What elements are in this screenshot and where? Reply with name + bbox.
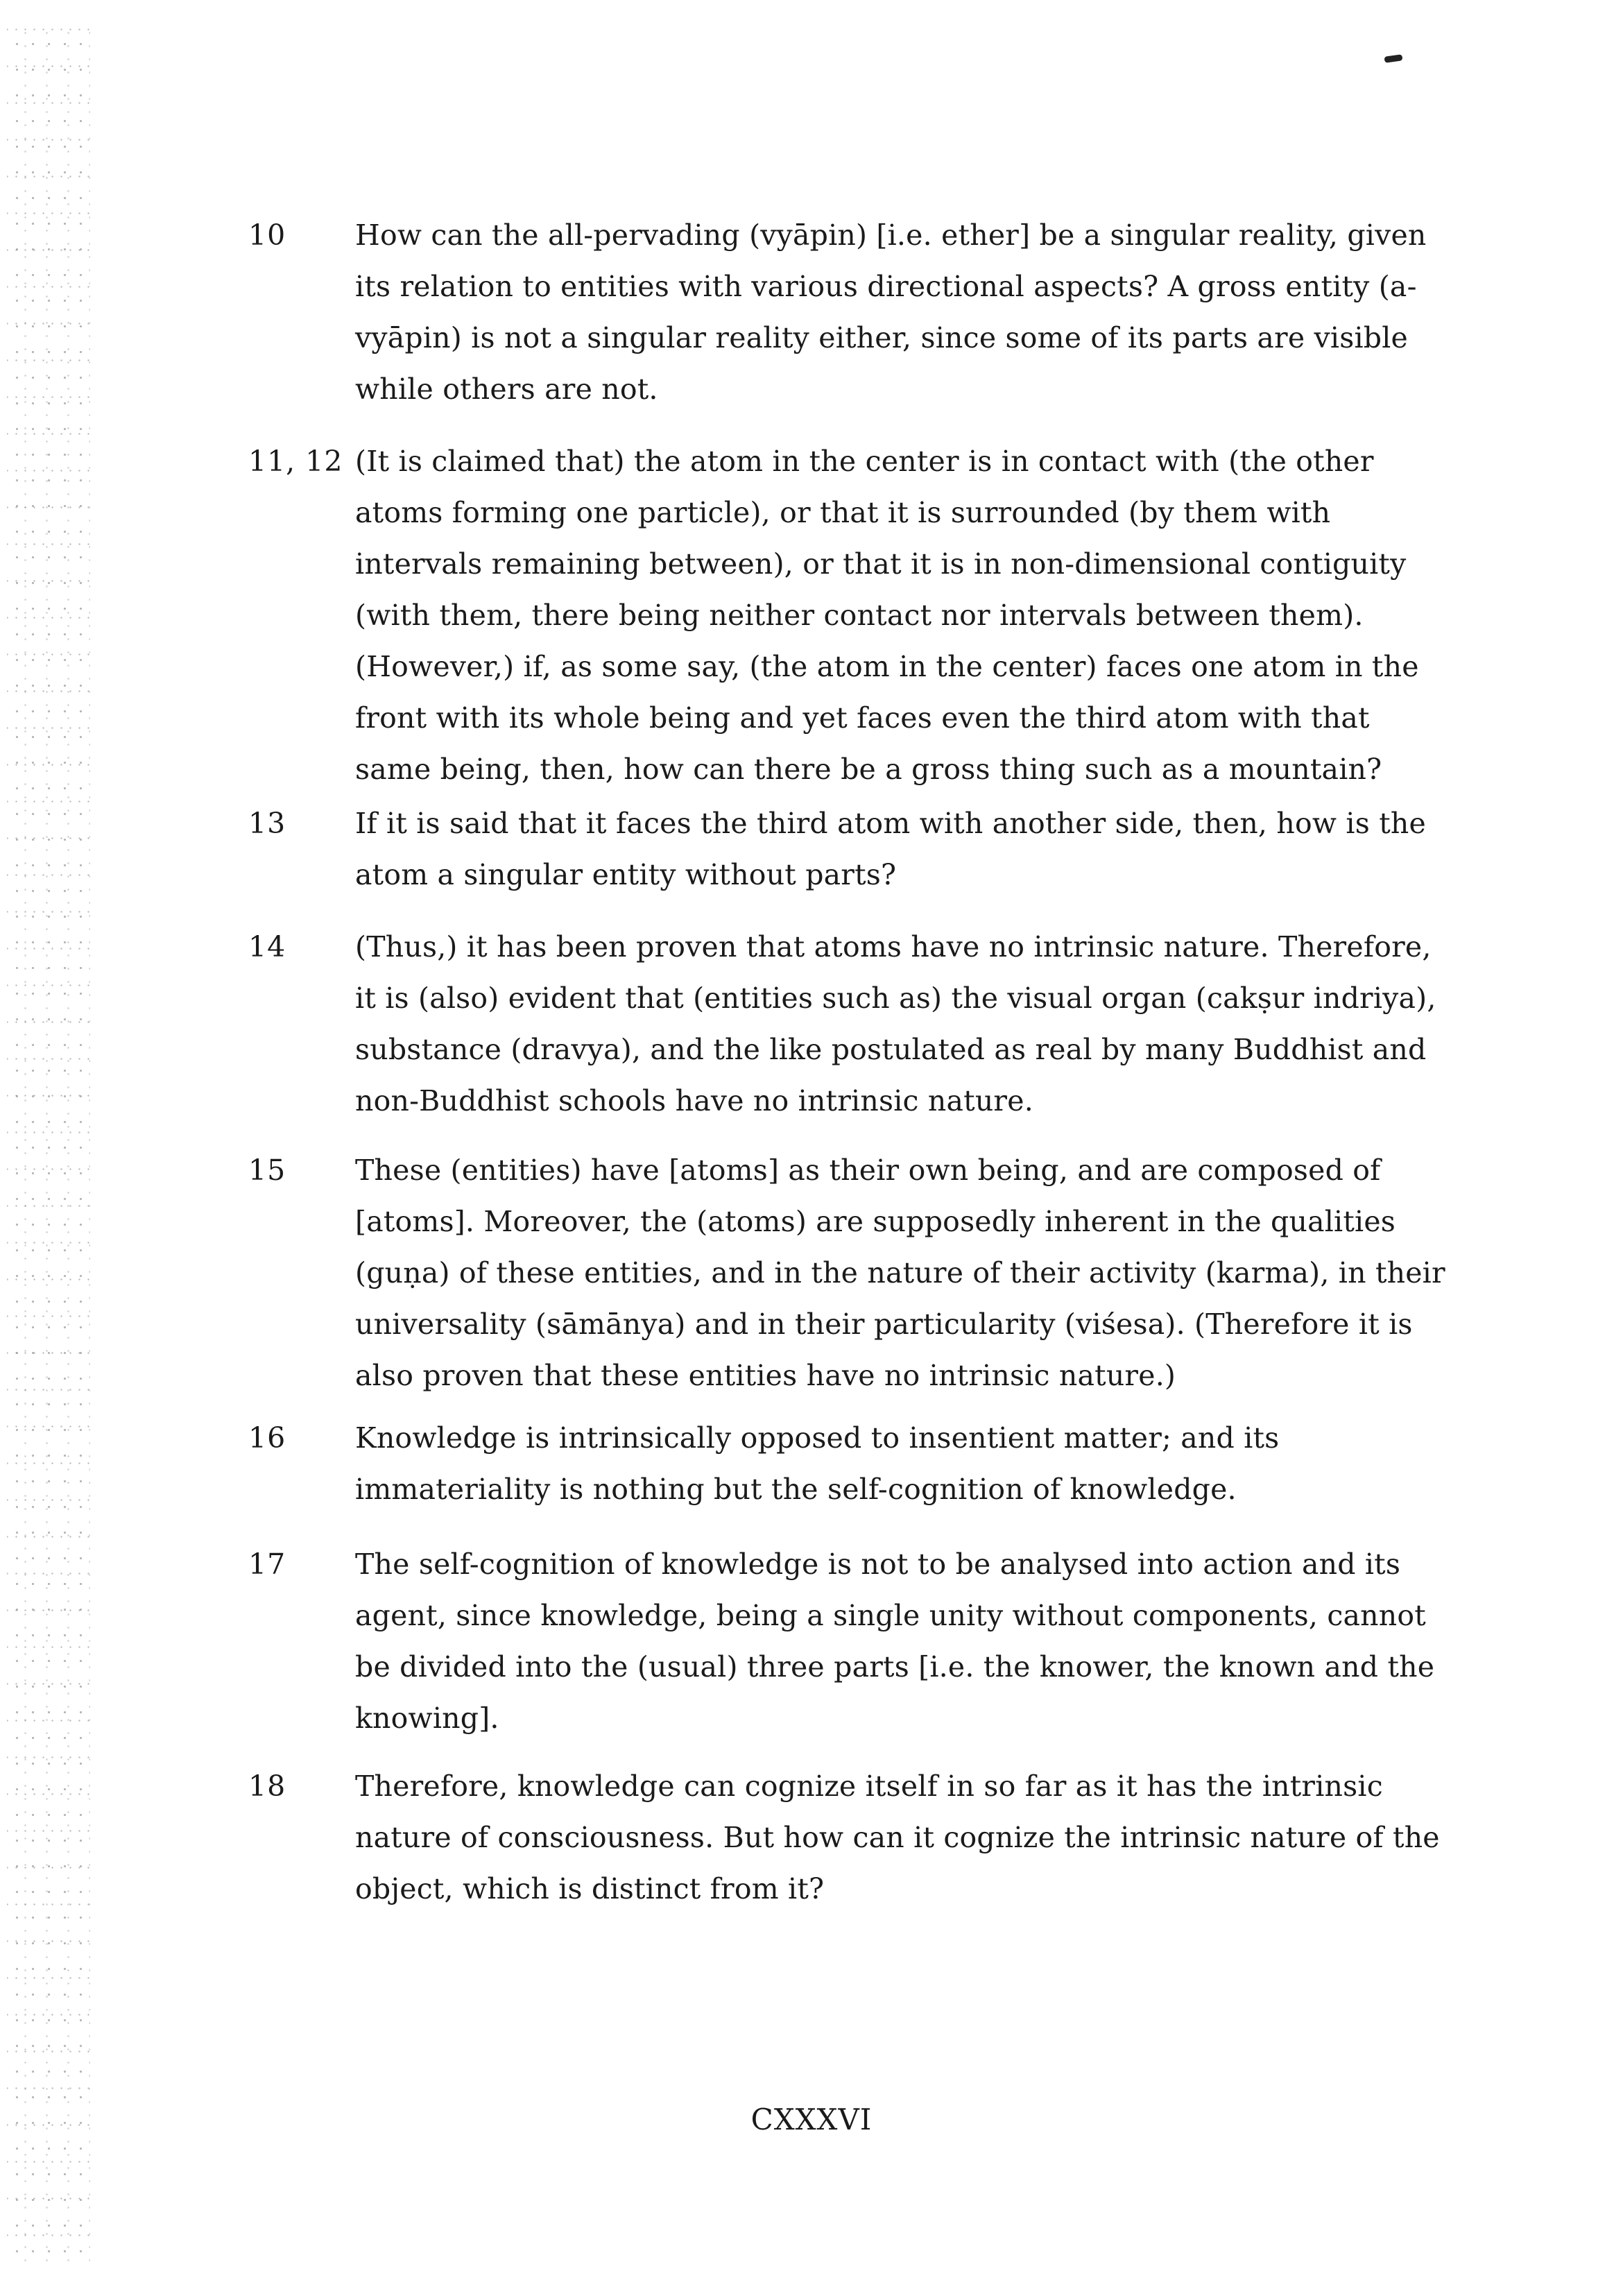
- scan-edge-noise: [7, 28, 90, 2268]
- verse-number: 14: [248, 930, 286, 963]
- verse-text: Knowledge is intrinsically opposed to insentient matter; and its immateriality is nothing but the self-cognition of knowledge.: [355, 1421, 1280, 1506]
- verse-text: If it is said that it faces the third atom with another side, then, how is the atom a singular entity without parts?: [355, 807, 1426, 891]
- verse-number: 16: [248, 1421, 286, 1455]
- verse-number: 10: [248, 219, 286, 252]
- verse-text: How can the all-pervading (vyāpin) [i.e. ether] be a singular reality, given its relation to entities with various directional aspects? A gross entity (a-vyāpin) is not a singular reality either, since some of its parts are visible while others are not.: [355, 219, 1427, 406]
- verse-text: (It is claimed that) the atom in the center is in contact with (the other atoms forming one particle), or that it is surrounded (by them with intervals remaining between), or that it is in non-dimensional contiguity (with them, there being neither contact nor intervals between them). (However,) if, as some say, (the atom in the center) faces one atom in the front with its whole being and yet faces even the third atom with that same being, then, how can there be a gross thing such as a mountain?: [355, 445, 1419, 786]
- verse-number: 15: [248, 1154, 286, 1187]
- verse-text: (Thus,) it has been proven that atoms have no intrinsic nature. Therefore, it is (also) evident that (entities such as) the visual organ (cakṣur indriya), substance (dravya), and the like postulated as real by many Buddhist and non-Buddhist schools have no intrinsic nature.: [355, 930, 1436, 1117]
- scan-mark: [1384, 54, 1403, 63]
- verse-number: 13: [248, 807, 286, 840]
- page-number: CXXXVI: [750, 2102, 873, 2136]
- verse-text: The self-cognition of knowledge is not to be analysed into action and its agent, since knowledge, being a single unity without components, cannot be divided into the (usual) three parts [i.e. the knower, the known and the knowing].: [355, 1548, 1435, 1735]
- verse-text: These (entities) have [atoms] as their own being, and are composed of [atoms]. Moreover, the (atoms) are supposedly inherent in the qualities (guṇa) of these entities, and in the nature of their activity (karma), in their universality (sāmānya) and in their particularity (viśesa). (Therefore it is also proven that these entities have no intrinsic nature.): [355, 1154, 1445, 1392]
- verse-text: Therefore, knowledge can cognize itself in so far as it has the intrinsic nature of consciousness. But how can it cognize the intrinsic nature of the object, which is distinct from it?: [355, 1770, 1440, 1905]
- verse-number: 11, 12: [248, 445, 343, 478]
- verse-number: 18: [248, 1770, 286, 1803]
- verse-number: 17: [248, 1548, 286, 1581]
